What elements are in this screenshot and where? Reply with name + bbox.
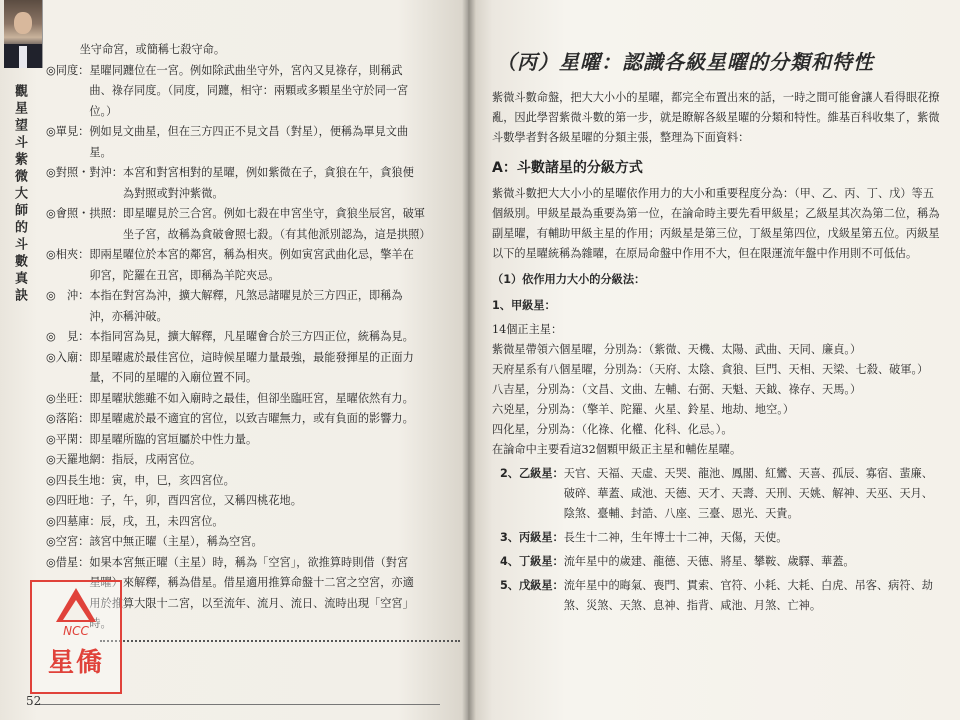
footer-rule bbox=[40, 704, 440, 705]
definition-line: 例如見文曲星，但在三方四正不見文昌（對星），便稱為單見文曲 bbox=[89, 125, 409, 138]
watermark-seal bbox=[30, 580, 122, 694]
definition-item bbox=[46, 491, 460, 512]
definition-line: 寅，申，巳，亥四宮位。 bbox=[111, 473, 235, 487]
author-portrait bbox=[4, 0, 43, 68]
section-a-heading: A：斗數諸星的分級方式 bbox=[492, 160, 643, 176]
definition-item bbox=[46, 327, 460, 348]
definition-line: 卯宮，陀羅在丑宮，即稱為羊陀夾忌。 bbox=[89, 268, 280, 282]
book-gutter bbox=[462, 0, 476, 720]
grade-text: 天官、天福、天虛、天哭、龍池、鳳閣、紅鸞、天喜、孤辰、寡宿、蜚廉、破碎、華蓋、咸池、天德、天才、天壽、天刑、天姚、解神、天巫、天月、陰煞、臺輔、封誥、八座、三臺、恩光、天貴。 bbox=[563, 467, 933, 520]
definition-line: 子，午，卯，酉四宮位，又稱四桃花地。 bbox=[100, 494, 302, 507]
intro-line bbox=[46, 40, 460, 61]
definition-item bbox=[46, 204, 460, 245]
definition-term: ◎同度： bbox=[46, 63, 90, 77]
definition-item bbox=[46, 245, 460, 286]
definition-item bbox=[46, 512, 460, 533]
definition-line: 量，不同的星曜的入廟位置不同。 bbox=[89, 371, 258, 384]
grade-label: 5、戊級星： bbox=[500, 579, 564, 592]
definition-line: 即星曜處於最不適宜的宮位，以致吉曜無力，或有負面的影響力。 bbox=[89, 412, 414, 425]
definition-line: 為對照或對沖紫微。 bbox=[122, 186, 224, 200]
intro-paragraph: 紫微斗數命盤，把大大小小的星曜，都完全布置出來的話，一時之間可能會讓人看得眼花撩亂，因此學習紫微斗數的第一步，就是瞭解各級星曜的分類和特性。維基百科收集了，紫微斗數學者對各級星曜的分類主張，整理為下面資料： bbox=[492, 91, 940, 144]
definition-item bbox=[46, 286, 460, 327]
grade-item bbox=[500, 464, 940, 524]
definition-term: ◎ 沖： bbox=[46, 289, 90, 302]
definition-item bbox=[46, 163, 460, 204]
definition-term: ◎四墓庫： bbox=[46, 514, 101, 528]
subsection-heading: （1）依作用力大小的分級法： bbox=[492, 273, 646, 286]
definition-term: ◎對照・對沖： bbox=[46, 166, 123, 179]
chapter-heading: （丙）星曜：認識各級星曜的分類和特性 bbox=[496, 50, 874, 74]
definition-line: 即星曜所臨的宮垣屬於中性力量。 bbox=[89, 432, 258, 446]
definition-term: ◎天羅地網： bbox=[46, 453, 112, 466]
definition-item bbox=[46, 532, 460, 553]
definition-item bbox=[46, 409, 460, 430]
portrait-face bbox=[14, 12, 32, 34]
grade-1-heading: 1、甲級星： bbox=[492, 299, 556, 312]
definition-term: ◎單見： bbox=[46, 125, 90, 138]
definition-line: 辰，戌，丑，未四宮位。 bbox=[100, 514, 224, 528]
grade-text: 流年星中的歲建、龍德、天德、將星、攀鞍、歲驛、華蓋。 bbox=[563, 555, 855, 568]
definition-term: ◎借星： bbox=[46, 555, 90, 569]
grade-text: 流年星中的晦氣、喪門、貫索、官符、小耗、大耗、白虎、吊客、病符、劫煞、災煞、天煞、息神、指背、咸池、月煞、亡神。 bbox=[563, 579, 933, 612]
definition-term: ◎會照・拱照： bbox=[46, 207, 123, 220]
definition-term: ◎ 見： bbox=[46, 330, 90, 343]
grade-item bbox=[500, 576, 940, 616]
grade-item bbox=[500, 528, 940, 548]
definition-line: 即星曜見於三合宮。例如七殺在申宮坐守，貪狼坐辰宮，破軍 bbox=[122, 207, 425, 220]
definition-item bbox=[46, 122, 460, 163]
definition-item bbox=[46, 389, 460, 410]
definition-term: ◎入廟： bbox=[46, 350, 90, 364]
grade-label: 3、丙級星： bbox=[500, 531, 564, 544]
side-title: 觀星望斗紫微大師的斗數真訣 bbox=[12, 84, 27, 305]
definition-line: 坐子宮，故稱為貪破會照七殺。（有其他派別認為，這是拱照） bbox=[122, 227, 431, 241]
grade-1-line: 八吉星，分別為：（文昌、文曲、左輔、右弼、天魁、天鉞、祿存、天馬。） bbox=[492, 383, 862, 396]
definition-term: ◎相夾： bbox=[46, 248, 90, 261]
portrait-shirt bbox=[19, 46, 27, 68]
grade-1-line: 在論命中主要看這32個顆甲級正主星和輔佐星曜。 bbox=[492, 443, 742, 456]
definition-line: 星。 bbox=[89, 145, 112, 159]
grade-1-line: 四化星，分別為：（化祿、化權、化科、化忌。）。 bbox=[492, 423, 733, 436]
definition-item bbox=[46, 61, 460, 123]
definition-line: 本指在對宮為沖，擴大解釋，凡煞忌諸曜見於三方四正，即稱為 bbox=[89, 289, 403, 302]
definition-term: ◎落陷： bbox=[46, 412, 90, 425]
grade-label: 2、乙級星： bbox=[500, 467, 564, 480]
definition-term: ◎平閑： bbox=[46, 432, 90, 446]
grade-item bbox=[500, 552, 940, 572]
seal-mark: NCC bbox=[63, 624, 89, 638]
left-page-text bbox=[46, 40, 460, 635]
definition-line: 本指同宮為見，擴大解釋，凡星曜會合於三方四正位，統稱為見。 bbox=[89, 330, 414, 343]
definition-item bbox=[46, 430, 460, 451]
definition-line: 沖，亦稱沖破。 bbox=[89, 309, 168, 323]
grade-label: 4、丁級星： bbox=[500, 555, 564, 568]
definition-line: 用於推算大限十二宮，以至流年、流月、流日、流時出現「空宮」 bbox=[89, 596, 414, 610]
definition-line: 位。） bbox=[89, 104, 118, 118]
definition-line: 該宮中無正曜（主星），稱為空宮。 bbox=[89, 535, 263, 548]
grade-1-line: 天府星系有八個星曜，分別為：（天府、太陰、貪狼、巨門、天相、天梁、七殺、破軍。） bbox=[492, 363, 929, 376]
definition-line: 如果本宮無正曜（主星）時，稱為「空宮」，欲推算時則借（對宮 bbox=[89, 555, 409, 569]
definition-line: 指辰，戌兩宮位。 bbox=[111, 453, 202, 466]
definition-item bbox=[46, 348, 460, 389]
definition-term: ◎四旺地： bbox=[46, 494, 101, 507]
section-a-paragraph: 紫微斗數把大大小小的星曜依作用力的大小和重要程度分為：（甲、乙、丙、丁、戊）等五個級別。甲級星最為重要為第一位，在論命時主要先看甲級星；乙級星其次為第二位，稱為副星曜，有輔助甲級主星的作用；丙級星是第三位，丁級星第四位，戊級星第五位。丙級星以下的星曜統稱為雜曜，在原局命盤中作用不大，但在限運流年盤中作用則不可低估。 bbox=[492, 187, 940, 260]
definition-line: 曲、祿存同度。（同度，同躔，相守：兩顆或多顆星坐守於同一宮 bbox=[89, 84, 409, 97]
dotted-divider bbox=[100, 640, 460, 642]
right-page-text bbox=[492, 52, 940, 618]
seal-name: 星僑 bbox=[47, 648, 104, 678]
definition-term: ◎四長生地： bbox=[46, 473, 112, 487]
definition-line: 時。 bbox=[89, 617, 112, 630]
definition-line: 星曜同躔位在一宮。例如除武曲坐守外，宮內又見祿存，則稱武 bbox=[89, 63, 403, 77]
definition-item bbox=[46, 471, 460, 492]
grade-1-line: 六兇星，分別為：（擎羊、陀羅、火星、鈴星、地劫、地空。） bbox=[492, 403, 795, 416]
left-page bbox=[0, 0, 468, 720]
definition-line: 即星曜狀態雖不如入廟時之最佳，但卻坐臨旺宮，星曜依然有力。 bbox=[89, 391, 414, 405]
definition-term: ◎空宮： bbox=[46, 535, 90, 548]
definition-item bbox=[46, 450, 460, 471]
definition-line: 本宮和對宮相對的星曜，例如紫微在子，貪狼在午，貪狼便 bbox=[122, 166, 414, 179]
page-number: 52 bbox=[26, 694, 42, 708]
definition-line: 即兩星曜位於本宮的鄰宮，稱為相夾。例如寅宮武曲化忌，擎羊在 bbox=[89, 248, 414, 261]
grade-1-line: 14個正主星： bbox=[492, 323, 563, 336]
definition-line: 即星曜處於最佳宮位，這時候星曜力量最強，最能發揮星的正面力 bbox=[89, 350, 414, 364]
definition-line: 星曜）來解釋，稱為借星。借星適用推算命盤十二宮之空宮，亦適 bbox=[89, 576, 414, 589]
grade-text: 長生十二神，生年博士十二神，天傷，天使。 bbox=[563, 531, 788, 544]
intro-text: 坐守命宮，或簡稱七殺守命。 bbox=[79, 43, 226, 56]
grade-1-line: 紫微星帶領六個星曜，分別為：（紫微、天機、太陽、武曲、天同、廉貞。） bbox=[492, 343, 862, 356]
definition-term: ◎坐旺： bbox=[46, 391, 90, 405]
